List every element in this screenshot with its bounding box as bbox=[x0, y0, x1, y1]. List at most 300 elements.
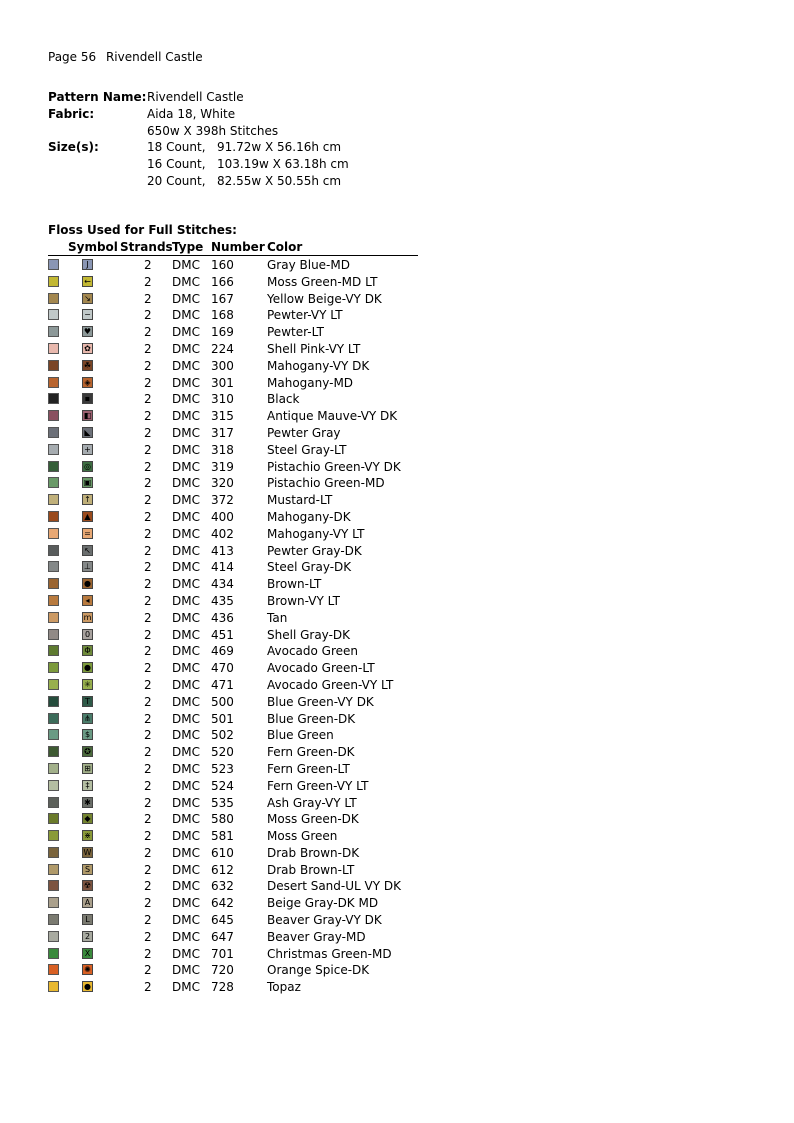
stitch-symbol-icon: ✿ bbox=[82, 343, 93, 354]
type-cell: DMC bbox=[172, 963, 200, 978]
strands-cell: 2 bbox=[144, 778, 152, 793]
type-cell: DMC bbox=[172, 980, 200, 995]
color-swatch bbox=[48, 645, 59, 656]
stitch-symbol-icon: ◣ bbox=[82, 427, 93, 438]
color-name-cell: Mahogany-VY LT bbox=[267, 526, 365, 541]
color-swatch bbox=[48, 797, 59, 808]
stitch-symbol-icon: − bbox=[82, 309, 93, 320]
stitch-symbol-icon: ← bbox=[82, 276, 93, 287]
number-cell: 520 bbox=[211, 745, 234, 760]
type-cell: DMC bbox=[172, 392, 200, 407]
stitch-symbol-icon: ↖ bbox=[82, 545, 93, 556]
size-18-count: 18 Count, 91.72w X 56.16h cm bbox=[147, 140, 342, 155]
color-swatch bbox=[48, 914, 59, 925]
stitch-symbol-icon: T bbox=[82, 696, 93, 707]
color-swatch bbox=[48, 612, 59, 623]
table-row bbox=[48, 627, 418, 644]
color-name-cell: Avocado Green-LT bbox=[267, 661, 375, 676]
number-cell: 169 bbox=[211, 325, 234, 340]
color-name-cell: Drab Brown-DK bbox=[267, 845, 360, 860]
table-row bbox=[48, 744, 418, 761]
color-swatch bbox=[48, 931, 59, 942]
number-cell: 647 bbox=[211, 929, 234, 944]
color-name-cell: Tan bbox=[267, 610, 288, 625]
stitch-symbol-icon: L bbox=[82, 914, 93, 925]
type-cell: DMC bbox=[172, 862, 200, 877]
stitch-symbol-icon: 2 bbox=[82, 931, 93, 942]
color-name-cell: Moss Green-DK bbox=[267, 812, 359, 827]
strands-cell: 2 bbox=[144, 274, 152, 289]
strands-cell: 2 bbox=[144, 946, 152, 961]
color-name-cell: Topaz bbox=[267, 980, 301, 995]
number-cell: 632 bbox=[211, 879, 234, 894]
size-18-row bbox=[48, 139, 349, 156]
color-swatch bbox=[48, 746, 59, 757]
table-row bbox=[48, 727, 418, 744]
color-swatch bbox=[48, 326, 59, 337]
color-swatch bbox=[48, 948, 59, 959]
number-cell: 319 bbox=[211, 459, 234, 474]
sizes-label: Size(s): bbox=[48, 140, 99, 155]
type-cell: DMC bbox=[172, 325, 200, 340]
type-cell: DMC bbox=[172, 442, 200, 457]
stitch-symbol-icon: J bbox=[82, 259, 93, 270]
color-name-cell: Moss Green bbox=[267, 829, 338, 844]
table-row bbox=[48, 677, 418, 694]
strands-cell: 2 bbox=[144, 375, 152, 390]
color-swatch bbox=[48, 830, 59, 841]
number-cell: 436 bbox=[211, 610, 234, 625]
stitch-symbol-icon: ⊞ bbox=[82, 763, 93, 774]
number-cell: 580 bbox=[211, 812, 234, 827]
stitch-symbol-icon: ● bbox=[82, 578, 93, 589]
stitch-symbol-icon: ▣ bbox=[83, 478, 92, 488]
strands-cell: 2 bbox=[144, 493, 152, 508]
table-row bbox=[48, 274, 418, 291]
strands-cell: 2 bbox=[144, 308, 152, 323]
stitch-symbol-icon: ⋔ bbox=[82, 713, 93, 724]
type-cell: DMC bbox=[172, 425, 200, 440]
stitch-symbol-icon: ▲ bbox=[82, 511, 93, 522]
number-cell: 645 bbox=[211, 913, 234, 928]
stitch-symbol-icon: ↑ bbox=[82, 494, 93, 505]
color-swatch bbox=[48, 629, 59, 640]
type-cell: DMC bbox=[172, 459, 200, 474]
stitch-symbol-icon: ⋇ bbox=[82, 830, 93, 841]
number-cell: 372 bbox=[211, 493, 234, 508]
table-row bbox=[48, 610, 418, 627]
table-row bbox=[48, 845, 418, 862]
type-cell: DMC bbox=[172, 812, 200, 827]
type-cell: DMC bbox=[172, 358, 200, 373]
color-name-cell: Fern Green-LT bbox=[267, 761, 350, 776]
color-name-cell: Pistachio Green-MD bbox=[267, 476, 385, 491]
strands-cell: 2 bbox=[144, 392, 152, 407]
strands-cell: 2 bbox=[144, 829, 152, 844]
color-name-cell: Blue Green-DK bbox=[267, 711, 356, 726]
table-row bbox=[48, 442, 418, 459]
number-cell: 320 bbox=[211, 476, 234, 491]
color-swatch bbox=[48, 679, 59, 690]
strands-cell: 2 bbox=[144, 913, 152, 928]
color-name-cell: Avocado Green bbox=[267, 644, 359, 659]
stitch-symbol-icon: ↘ bbox=[82, 293, 93, 304]
type-cell: DMC bbox=[172, 476, 200, 491]
type-cell: DMC bbox=[172, 845, 200, 860]
color-swatch bbox=[48, 729, 59, 740]
number-cell: 414 bbox=[211, 560, 234, 575]
stitch-symbol-icon: ◎ bbox=[82, 461, 93, 472]
strands-cell: 2 bbox=[144, 442, 152, 457]
stitch-symbol-icon: W bbox=[83, 847, 92, 857]
strands-cell: 2 bbox=[144, 526, 152, 541]
color-swatch bbox=[48, 578, 59, 589]
pattern-info bbox=[48, 89, 349, 190]
stitch-symbol-icon: + bbox=[82, 444, 93, 455]
table-row bbox=[48, 828, 418, 845]
type-cell: DMC bbox=[172, 879, 200, 894]
stitch-symbol-icon: 0 bbox=[82, 629, 93, 640]
strands-cell: 2 bbox=[144, 812, 152, 827]
color-swatch bbox=[48, 545, 59, 556]
type-cell: DMC bbox=[172, 778, 200, 793]
color-swatch bbox=[48, 259, 59, 270]
table-row bbox=[48, 795, 418, 812]
color-name-cell: Moss Green-MD LT bbox=[267, 274, 378, 289]
color-name-cell: Mahogany-DK bbox=[267, 509, 351, 524]
strands-cell: 2 bbox=[144, 728, 152, 743]
color-swatch bbox=[48, 528, 59, 539]
color-name-cell: Mustard-LT bbox=[267, 493, 333, 508]
pattern-name-label: Pattern Name: bbox=[48, 90, 147, 104]
color-swatch bbox=[48, 847, 59, 858]
number-cell: 434 bbox=[211, 577, 234, 592]
color-swatch bbox=[48, 360, 59, 371]
number-cell: 501 bbox=[211, 711, 234, 726]
table-row bbox=[48, 257, 418, 274]
type-cell: DMC bbox=[172, 644, 200, 659]
header-type: Type bbox=[172, 240, 204, 254]
color-name-cell: Pewter-VY LT bbox=[267, 308, 343, 323]
type-cell: DMC bbox=[172, 711, 200, 726]
table-row bbox=[48, 291, 418, 308]
number-cell: 300 bbox=[211, 358, 234, 373]
size-16-count: 16 Count, 103.19w X 63.18h cm bbox=[147, 157, 349, 172]
type-cell: DMC bbox=[172, 694, 200, 709]
color-swatch bbox=[48, 662, 59, 673]
table-row bbox=[48, 946, 418, 963]
stitch-count: 650w X 398h Stitches bbox=[147, 123, 279, 138]
table-row bbox=[48, 543, 418, 560]
type-cell: DMC bbox=[172, 493, 200, 508]
number-cell: 400 bbox=[211, 509, 234, 524]
stitch-symbol-icon: ✳ bbox=[82, 679, 93, 690]
table-row bbox=[48, 660, 418, 677]
strands-cell: 2 bbox=[144, 862, 152, 877]
strands-cell: 2 bbox=[144, 963, 152, 978]
strands-cell: 2 bbox=[144, 610, 152, 625]
type-cell: DMC bbox=[172, 795, 200, 810]
stitch-symbol-icon: Φ bbox=[82, 645, 93, 656]
type-cell: DMC bbox=[172, 946, 200, 961]
type-cell: DMC bbox=[172, 274, 200, 289]
strands-cell: 2 bbox=[144, 459, 152, 474]
color-name-cell: Shell Pink-VY LT bbox=[267, 341, 361, 356]
table-row bbox=[48, 576, 418, 593]
number-cell: 701 bbox=[211, 946, 234, 961]
color-name-cell: Yellow Beige-VY DK bbox=[267, 291, 382, 306]
color-swatch bbox=[48, 276, 59, 287]
number-cell: 168 bbox=[211, 308, 234, 323]
table-row bbox=[48, 341, 418, 358]
table-row bbox=[48, 912, 418, 929]
stitch-symbol-icon: ◧ bbox=[83, 411, 92, 421]
stitch-symbol-icon: m bbox=[83, 612, 92, 622]
color-name-cell: Beaver Gray-MD bbox=[267, 929, 366, 944]
type-cell: DMC bbox=[172, 896, 200, 911]
number-cell: 166 bbox=[211, 274, 234, 289]
stitch-symbol-icon: ✪ bbox=[82, 746, 93, 757]
color-swatch bbox=[48, 981, 59, 992]
stitch-symbol-icon: ⊥ bbox=[82, 561, 93, 572]
pattern-name-row bbox=[48, 89, 349, 106]
table-row bbox=[48, 375, 418, 392]
type-cell: DMC bbox=[172, 375, 200, 390]
type-cell: DMC bbox=[172, 509, 200, 524]
color-name-cell: Pewter-LT bbox=[267, 325, 324, 340]
stitch-symbol-icon: ✱ bbox=[82, 797, 93, 808]
section-title: Floss Used for Full Stitches: bbox=[48, 223, 237, 237]
number-cell: 310 bbox=[211, 392, 234, 407]
stitch-symbol-icon: ● bbox=[82, 662, 93, 673]
color-name-cell: Mahogany-VY DK bbox=[267, 358, 370, 373]
number-cell: 500 bbox=[211, 694, 234, 709]
page-header bbox=[48, 50, 203, 64]
table-row bbox=[48, 862, 418, 879]
table-row bbox=[48, 391, 418, 408]
strands-cell: 2 bbox=[144, 879, 152, 894]
number-cell: 413 bbox=[211, 543, 234, 558]
stitch-symbol-icon: ● bbox=[82, 981, 93, 992]
color-swatch bbox=[48, 343, 59, 354]
color-swatch bbox=[48, 511, 59, 522]
color-name-cell: Black bbox=[267, 392, 300, 407]
number-cell: 317 bbox=[211, 425, 234, 440]
number-cell: 160 bbox=[211, 258, 234, 272]
color-name-cell: Fern Green-VY LT bbox=[267, 778, 369, 793]
table-row bbox=[48, 492, 418, 509]
strands-cell: 2 bbox=[144, 661, 152, 676]
color-swatch bbox=[48, 427, 59, 438]
color-name-cell: Fern Green-DK bbox=[267, 745, 355, 760]
type-cell: DMC bbox=[172, 610, 200, 625]
strands-cell: 2 bbox=[144, 711, 152, 726]
type-cell: DMC bbox=[172, 627, 200, 642]
number-cell: 728 bbox=[211, 980, 234, 995]
color-swatch bbox=[48, 713, 59, 724]
stitch-symbol-icon: X bbox=[82, 948, 93, 959]
color-name-cell: Blue Green bbox=[267, 728, 334, 743]
type-cell: DMC bbox=[172, 526, 200, 541]
strands-cell: 2 bbox=[144, 694, 152, 709]
type-cell: DMC bbox=[172, 593, 200, 608]
fabric-label: Fabric: bbox=[48, 106, 95, 121]
color-name-cell: Pistachio Green-VY DK bbox=[267, 459, 401, 474]
header-strands: Strands bbox=[120, 240, 173, 254]
color-swatch bbox=[48, 377, 59, 388]
stitches-row bbox=[48, 123, 349, 140]
color-name-cell: Orange Spice-DK bbox=[267, 963, 370, 978]
strands-cell: 2 bbox=[144, 358, 152, 373]
stitch-symbol-icon: ✺ bbox=[82, 964, 93, 975]
strands-cell: 2 bbox=[144, 593, 152, 608]
page-number: Page 56 bbox=[48, 50, 97, 64]
number-cell: 315 bbox=[211, 409, 234, 424]
table-row bbox=[48, 962, 418, 979]
strands-cell: 2 bbox=[144, 929, 152, 944]
number-cell: 167 bbox=[211, 291, 234, 306]
color-name-cell: Beaver Gray-VY DK bbox=[267, 913, 382, 928]
type-cell: DMC bbox=[172, 258, 200, 272]
color-swatch bbox=[48, 444, 59, 455]
header-symbol: Symbol bbox=[68, 240, 118, 254]
color-swatch bbox=[48, 393, 59, 404]
table-row bbox=[48, 459, 418, 476]
table-row bbox=[48, 643, 418, 660]
color-swatch bbox=[48, 813, 59, 824]
number-cell: 435 bbox=[211, 593, 234, 608]
color-name-cell: Steel Gray-DK bbox=[267, 560, 352, 575]
stitch-symbol-icon: ☢ bbox=[83, 881, 92, 891]
table-row bbox=[48, 425, 418, 442]
type-cell: DMC bbox=[172, 308, 200, 323]
stitch-symbol-icon: ☘ bbox=[83, 360, 92, 370]
strands-cell: 2 bbox=[144, 577, 152, 592]
number-cell: 524 bbox=[211, 778, 234, 793]
type-cell: DMC bbox=[172, 543, 200, 558]
number-cell: 502 bbox=[211, 728, 234, 743]
stitch-symbol-icon: ◈ bbox=[82, 377, 93, 388]
strands-cell: 2 bbox=[144, 291, 152, 306]
type-cell: DMC bbox=[172, 677, 200, 692]
strands-cell: 2 bbox=[144, 258, 152, 272]
table-row bbox=[48, 811, 418, 828]
color-swatch bbox=[48, 461, 59, 472]
stitch-symbol-icon: ♥ bbox=[83, 327, 92, 337]
strands-cell: 2 bbox=[144, 409, 152, 424]
color-name-cell: Beige Gray-DK MD bbox=[267, 896, 379, 911]
number-cell: 642 bbox=[211, 896, 234, 911]
color-name-cell: Shell Gray-DK bbox=[267, 627, 351, 642]
stitch-symbol-icon: A bbox=[82, 897, 93, 908]
table-row bbox=[48, 358, 418, 375]
strands-cell: 2 bbox=[144, 745, 152, 760]
stitch-symbol-icon: ◆ bbox=[82, 813, 93, 824]
table-row bbox=[48, 761, 418, 778]
table-row bbox=[48, 307, 418, 324]
table-body bbox=[48, 257, 418, 996]
color-name-cell: Christmas Green-MD bbox=[267, 946, 392, 961]
table-row bbox=[48, 559, 418, 576]
color-name-cell: Steel Gray-LT bbox=[267, 442, 347, 457]
color-swatch bbox=[48, 763, 59, 774]
number-cell: 610 bbox=[211, 845, 234, 860]
strands-cell: 2 bbox=[144, 980, 152, 995]
color-name-cell: Avocado Green-VY LT bbox=[267, 677, 394, 692]
strands-cell: 2 bbox=[144, 341, 152, 356]
color-name-cell: Gray Blue-MD bbox=[267, 258, 350, 272]
color-name-cell: Brown-VY LT bbox=[267, 593, 341, 608]
stitch-symbol-icon: S bbox=[82, 864, 93, 875]
type-cell: DMC bbox=[172, 409, 200, 424]
strands-cell: 2 bbox=[144, 543, 152, 558]
color-name-cell: Pewter Gray bbox=[267, 425, 341, 440]
strands-cell: 2 bbox=[144, 476, 152, 491]
fabric-row bbox=[48, 106, 349, 123]
color-swatch bbox=[48, 477, 59, 488]
color-name-cell: Antique Mauve-VY DK bbox=[267, 409, 398, 424]
table-row bbox=[48, 711, 418, 728]
color-swatch bbox=[48, 897, 59, 908]
color-swatch bbox=[48, 780, 59, 791]
type-cell: DMC bbox=[172, 728, 200, 743]
table-header bbox=[48, 240, 418, 256]
table-row bbox=[48, 408, 418, 425]
page-title: Rivendell Castle bbox=[105, 50, 203, 64]
header-color: Color bbox=[267, 240, 303, 254]
number-cell: 469 bbox=[211, 644, 234, 659]
strands-cell: 2 bbox=[144, 795, 152, 810]
strands-cell: 2 bbox=[144, 845, 152, 860]
type-cell: DMC bbox=[172, 913, 200, 928]
strands-cell: 2 bbox=[144, 644, 152, 659]
type-cell: DMC bbox=[172, 577, 200, 592]
color-swatch bbox=[48, 410, 59, 421]
color-name-cell: Desert Sand-UL VY DK bbox=[267, 879, 401, 894]
number-cell: 301 bbox=[211, 375, 234, 390]
table-row bbox=[48, 324, 418, 341]
number-cell: 451 bbox=[211, 627, 234, 642]
stitch-symbol-icon: ◂ bbox=[82, 595, 93, 606]
color-name-cell: Ash Gray-VY LT bbox=[267, 795, 357, 810]
number-cell: 581 bbox=[211, 829, 234, 844]
pattern-name-value: Rivendell Castle bbox=[147, 90, 244, 104]
strands-cell: 2 bbox=[144, 425, 152, 440]
strands-cell: 2 bbox=[144, 325, 152, 340]
color-swatch bbox=[48, 964, 59, 975]
number-cell: 720 bbox=[211, 963, 234, 978]
type-cell: DMC bbox=[172, 929, 200, 944]
color-swatch bbox=[48, 696, 59, 707]
table-row bbox=[48, 593, 418, 610]
color-swatch bbox=[48, 880, 59, 891]
type-cell: DMC bbox=[172, 341, 200, 356]
stitch-symbol-icon: $ bbox=[82, 729, 93, 740]
number-cell: 535 bbox=[211, 795, 234, 810]
table-row bbox=[48, 509, 418, 526]
stitch-symbol-icon: ▪ bbox=[82, 393, 93, 404]
type-cell: DMC bbox=[172, 761, 200, 776]
size-20-row bbox=[48, 173, 349, 190]
color-swatch bbox=[48, 494, 59, 505]
type-cell: DMC bbox=[172, 829, 200, 844]
number-cell: 523 bbox=[211, 761, 234, 776]
strands-cell: 2 bbox=[144, 627, 152, 642]
color-name-cell: Pewter Gray-DK bbox=[267, 543, 362, 558]
color-swatch bbox=[48, 864, 59, 875]
table-row bbox=[48, 878, 418, 895]
strands-cell: 2 bbox=[144, 761, 152, 776]
